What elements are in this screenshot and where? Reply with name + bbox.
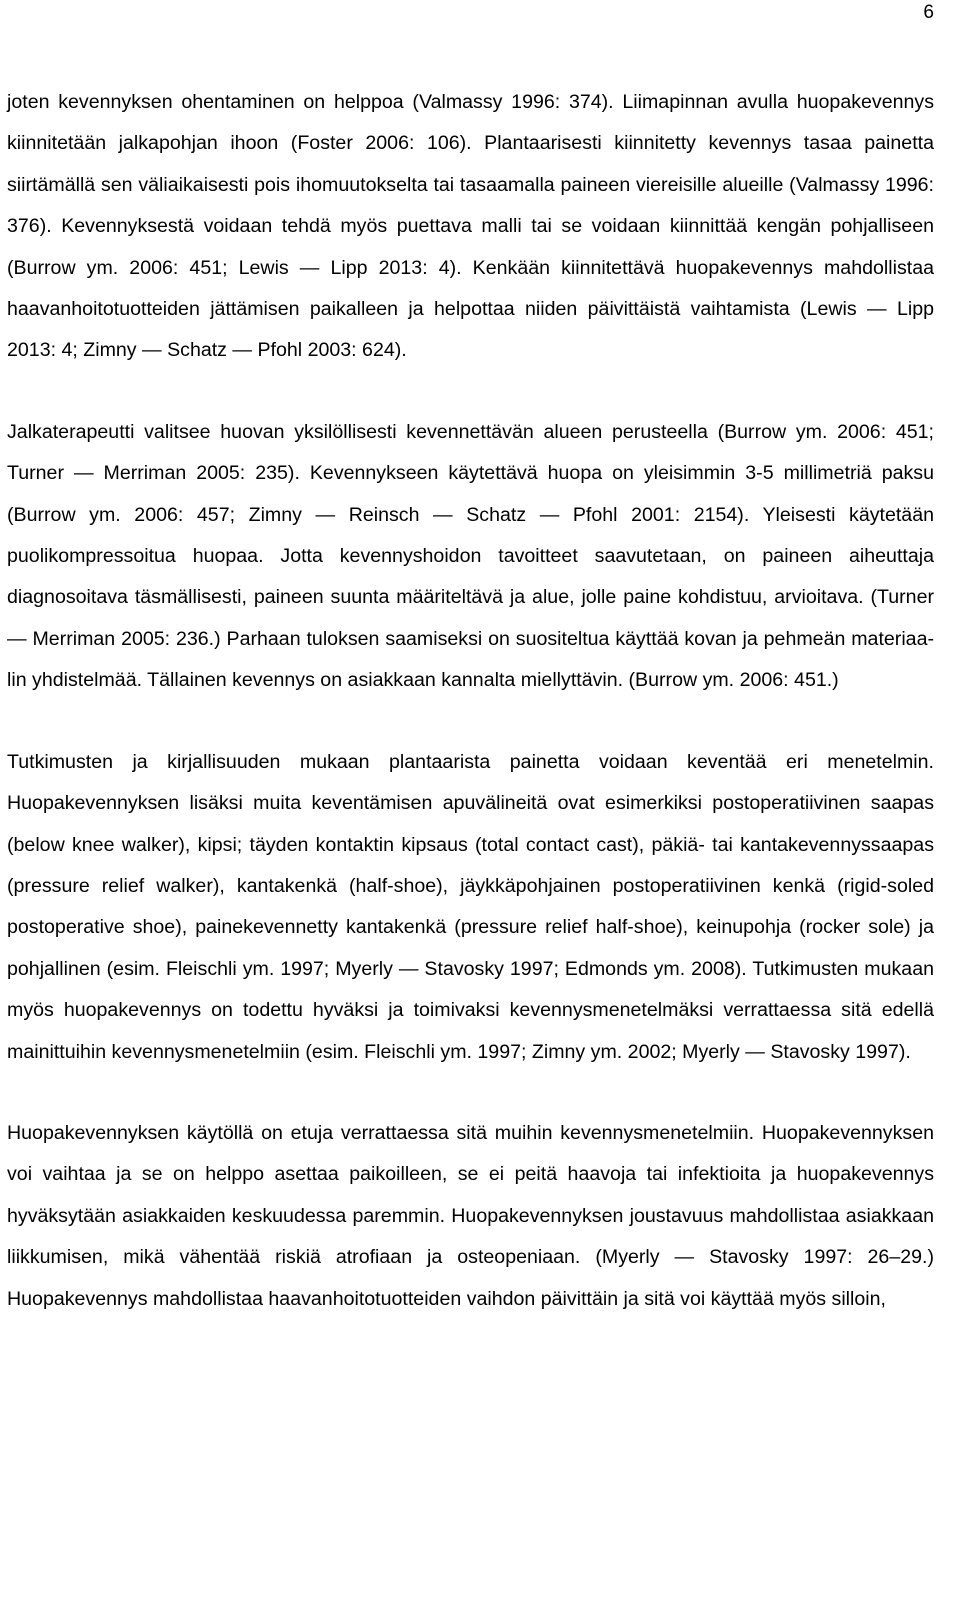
paragraph-1: joten kevennyksen ohentaminen on helppoa (Valmassy 1996: 374). Liimapinnan avulla huopakevennys kiinnitetään jalkapohjan ihoon (Foster 2006: 106). Plantaarisesti kiinnitetty kevennys tasaa painetta siirtämällä sen väliaikaisesti pois ihomuutokselta tai tasaamalla paineen viereisille alueille (Valmassy 1996: 376). Kevennyksestä voidaan tehdä myös puettava malli tai se voidaan kiinnittää kengän pohjalliseen (Burrow ym. 2006: 451; Lewis — Lipp 2013: 4). Kenkään kiinnitettävä huopakevennys mahdollistaa haavanhoitotuotteiden jättämisen paikalleen ja helpottaa niiden päivittäistä vaihtamista (Lewis — Lipp 2013: 4; Zimny — Schatz — Pfohl 2003: 624). (7, 91, 934, 362)
page-number: 6 (923, 2, 934, 23)
paragraph-3: Tutkimusten ja kirjallisuuden mukaan plantaarista painetta voidaan keventää eri menetelmin. Huopakevennyksen lisäksi muita keventämisen apuvälineitä ovat esimerkiksi postoperatiivinen saapas (below knee walker), kipsi; täyden kontaktin kipsaus (total contact cast), päkiä- tai kantakevennyssaapas (pressure relief walker), kantakenkä (half-shoe), jäykkäpohjainen postoperatiivinen kenkä (rigid-soled postoperative shoe), painekevennetty kantakenkä (pressure relief half-shoe), keinupohja (rocker sole) ja pohjallinen (esim. Fleischli ym. 1997; Myerly — Stavosky 1997; Edmonds ym. 2008). Tutkimusten mukaan myös huopakevennys on todettu hyväksi ja toimivaksi kevennysmenetelmäksi verrattaessa sitä edellä mainittuihin kevennysmenetelmiin (esim. Fleischli ym. 1997; Zimny ym. 2002; Myerly — Stavosky 1997). (7, 750, 934, 1063)
document-body (7, 82, 934, 1320)
paragraph-4: Huopakevennyksen käytöllä on etuja verrattaessa sitä muihin kevennysmenetelmiin. Huopakevennyksen voi vaihtaa ja se on helppo asettaa paikoilleen, se ei peitä haavoja tai infektioita ja huopakevennys hyväksytään asiakkaiden keskuudessa paremmin. Huopakevennyksen joustavuus mahdollistaa asiakkaan liikkumisen, mikä vähentää riskiä atrofiaan ja osteopeniaan. (Myerly — Stavosky 1997: 26–29.) Huopakevennys mahdollistaa haavanhoitotuotteiden vaihdon päivittäin ja sitä voi käyttää myös silloin, (7, 1121, 934, 1310)
paragraph-2: Jalkaterapeutti valitsee huovan yksilöllisesti kevennettävän alueen perusteella (Burrow ym. 2006: 451; Turner — Merriman 2005: 235). Kevennykseen käytettävä huopa on yleisimmin 3-5 millimetriä paksu (Burrow ym. 2006: 457; Zimny — Reinsch — Schatz — Pfohl 2001: 2154). Yleisesti käytetään puolikompressoitua huopaa. Jotta kevennyshoidon tavoitteet saavutetaan, on paineen aiheuttaja diagnosoitava täsmällisesti, paineen suunta määriteltävä ja alue, jolle paine kohdistuu, arvioitava. (Turner — Merriman 2005: 236.) Parhaan tuloksen saamiseksi on suositeltua käyttää kovan ja pehmeän materiaalin yhdistelmää. Tällainen kevennys on asiakkaan kannalta miellyttävin. (Burrow ym. 2006: 451.) (7, 420, 934, 692)
